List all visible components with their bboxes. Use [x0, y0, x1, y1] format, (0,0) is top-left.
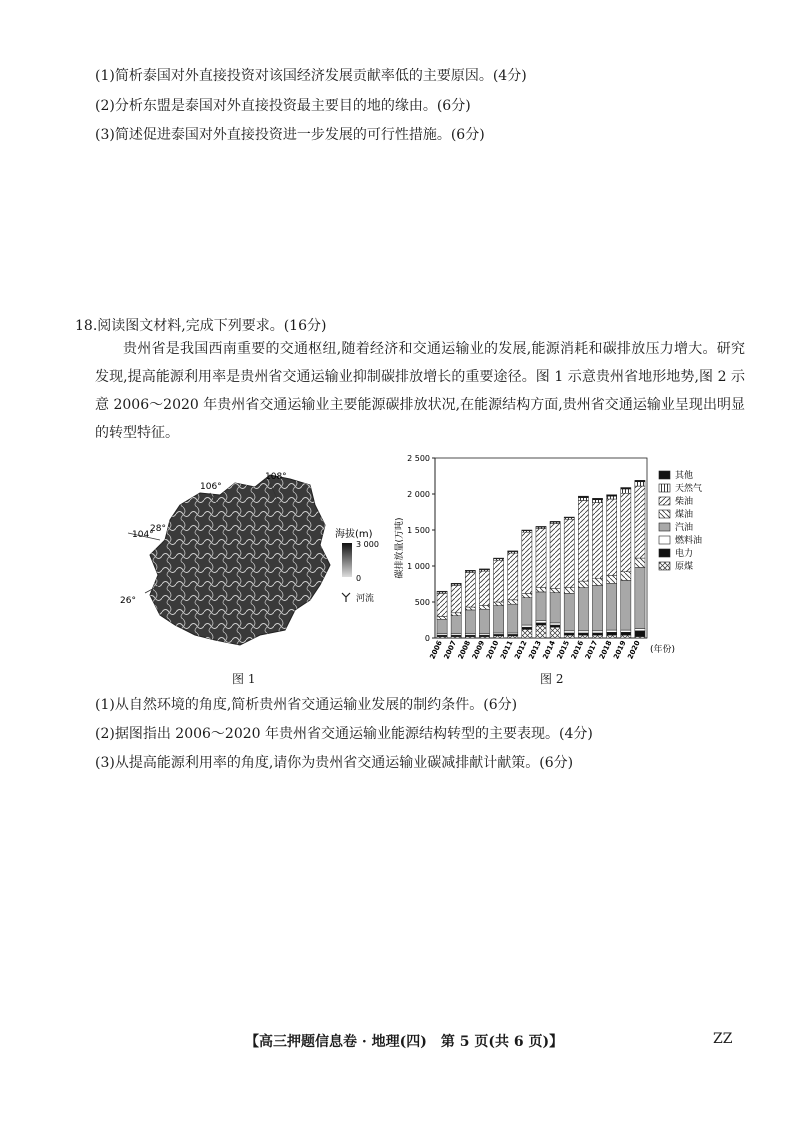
bar-segment [451, 613, 461, 616]
lat-28-label: 28° [150, 524, 166, 534]
legend-label: 天然气 [675, 484, 703, 494]
bar-segment [564, 631, 574, 633]
legend-label: 其他 [675, 471, 694, 481]
bar-segment [437, 619, 447, 633]
bar-segment [592, 503, 602, 579]
bar-segment [607, 575, 617, 583]
q18-paragraph: 贵州省是我国西南重要的交通枢纽,随着经济和交通运输业的发展,能源消耗和碳排放压力增大。研究发现,提高能源利用率是贵州省交通运输业抑制碳排放增长的重要途径。图 1 示意贵州省地形地势,图 2 示意 2006～2020 年贵州省交通运输业主要能源碳排放状况,在能源结构方面,贵州省交通运输业呈现出明显的转型特征。 [95, 341, 745, 441]
bar-segment [451, 583, 461, 584]
bar-segment [635, 629, 645, 631]
x-tick-label: 2014 [541, 639, 557, 661]
bar-segment [550, 521, 560, 522]
bar-segment [550, 524, 560, 589]
bar-segment [536, 526, 546, 527]
x-tick-label: 2009 [470, 639, 487, 661]
lon-106-label: 106° [200, 482, 222, 492]
bar-segment [437, 616, 447, 619]
elevation-max-label: 3 000 [356, 540, 379, 549]
bar-segment [621, 488, 631, 489]
q18-sub1: (1)从自然环境的角度,简析贵州省交通运输业发展的制约条件。(6分) [95, 697, 518, 713]
elevation-scale [342, 543, 352, 577]
bar-segment [550, 593, 560, 623]
bar-segment [578, 635, 588, 638]
bar-segment [465, 607, 475, 610]
bar-segment [465, 570, 475, 571]
y-tick-label: 2 000 [407, 490, 430, 499]
bar-segment [592, 498, 602, 499]
legend-swatch [659, 523, 670, 531]
x-tick-label: 2011 [499, 639, 515, 661]
y-tick-label: 2 500 [407, 454, 430, 463]
x-tick-label: 2013 [527, 639, 543, 661]
elevation-min-label: 0 [356, 574, 362, 583]
bar-segment [621, 632, 631, 635]
bar-segment [536, 623, 546, 625]
bar-segment [578, 633, 588, 635]
legend-swatch [659, 510, 670, 518]
bar-segment [564, 519, 574, 587]
bar-segment [621, 493, 631, 571]
legend-label: 电力 [675, 549, 694, 559]
bar-segment [635, 482, 645, 486]
x-tick-label: 2006 [428, 639, 444, 661]
bar-segment [536, 529, 546, 588]
bar-segment [564, 633, 574, 635]
bar-segment [522, 629, 532, 638]
bar-segment [564, 588, 574, 594]
bar-segment [564, 517, 574, 518]
bar-segment [550, 627, 560, 638]
bar-segment [592, 635, 602, 638]
bar-segment [578, 496, 588, 497]
x-tick-label: 2008 [456, 639, 473, 661]
page-footer: 【高三押题信息卷 · 地理(四) 第 5 页(共 6 页)】 [245, 1034, 564, 1050]
bar-segment [621, 580, 631, 630]
legend-label: 原煤 [675, 562, 694, 572]
q18-sub3: (3)从提高能源利用率的角度,请你为贵州省交通运输业碳减排献计献策。(6分) [95, 755, 574, 771]
bar-segment [479, 569, 489, 570]
bar-segment [550, 625, 560, 627]
bar-segment [522, 530, 532, 531]
bar-segment [536, 625, 546, 638]
legend-swatch [659, 484, 670, 492]
q17-sub3: (3)简述促进泰国对外直接投资进一步发展的可行性措施。(6分) [95, 127, 485, 143]
x-tick-label: 2007 [442, 639, 459, 661]
q17-sub2: (2)分析东盟是泰国对外直接投资最主要目的地的缘由。(6分) [95, 98, 471, 114]
q18-sub2: (2)据图指出 2006～2020 年贵州省交通运输业能源结构转型的主要表现。(4分) [95, 726, 593, 742]
bar-segment [522, 625, 532, 627]
x-tick-label: 2015 [555, 639, 572, 661]
bar-segment [550, 588, 560, 592]
legend-label: 汽油 [675, 523, 694, 533]
bar-segment [607, 495, 617, 496]
bar-segment [592, 585, 602, 630]
x-tick-label: 2017 [583, 639, 600, 661]
bar-segment [592, 578, 602, 585]
bar-segment [479, 606, 489, 610]
bar-segment [522, 598, 532, 625]
x-tick-label: 2019 [612, 639, 628, 661]
fig2-stacked-bar-chart [390, 448, 740, 670]
bar-segment [578, 588, 588, 631]
bar-segment [494, 560, 504, 602]
bar-segment [607, 632, 617, 635]
x-tick-label: 2018 [597, 639, 614, 661]
bar-segment [607, 496, 617, 499]
fig2-caption: 图 2 [540, 672, 564, 686]
legend-label: 柴油 [675, 497, 694, 507]
y-axis-label: 碳排放量(万吨) [395, 517, 405, 579]
bar-segment [479, 571, 489, 606]
legend-label: 煤油 [675, 510, 694, 520]
bar-segment [508, 636, 518, 638]
bar-segment [451, 585, 461, 612]
river-legend-icon [342, 593, 350, 602]
q18-heading: 18.阅读图文材料,完成下列要求。(16分) [75, 318, 327, 334]
bar-segment [635, 486, 645, 558]
bar-segment [536, 588, 546, 592]
bar-segment [578, 500, 588, 581]
bar-segment [479, 609, 489, 633]
lat-26-label: 26° [120, 596, 136, 606]
y-tick-label: 500 [414, 598, 430, 607]
bar-segment [494, 602, 504, 606]
bar-segment [578, 581, 588, 587]
bar-segment [635, 480, 645, 481]
fig1-terrain-map [120, 465, 390, 665]
bar-segment [494, 558, 504, 559]
bar-segment [621, 635, 631, 638]
bar-segment [635, 567, 645, 628]
bar-segment [437, 591, 447, 592]
x-tick-label: 2012 [513, 639, 529, 661]
bar-segment [550, 623, 560, 625]
bar-segment [494, 606, 504, 633]
bar-segment [635, 631, 645, 637]
bar-segment [494, 636, 504, 638]
x-tick-label: 2020 [626, 639, 642, 661]
legend-swatch [659, 471, 670, 479]
paper-code: ZZ [713, 1031, 733, 1047]
bar-segment [578, 631, 588, 633]
legend-swatch [659, 536, 670, 544]
bar-segment [607, 635, 617, 638]
y-tick-label: 1 000 [407, 562, 430, 571]
bar-segment [536, 592, 546, 621]
bar-segment [621, 630, 631, 632]
q17-sub1: (1)简析泰国对外直接投资对该国经济发展贡献率低的主要原因。(4分) [95, 68, 527, 84]
bar-segment [522, 532, 532, 593]
legend-label: 燃料油 [675, 536, 703, 546]
lon-108-label: 108° [265, 472, 287, 482]
bar-segment [508, 604, 518, 633]
legend-swatch [659, 549, 670, 557]
bar-segment [437, 593, 447, 616]
y-tick-label: 0 [424, 634, 430, 643]
bar-segment [564, 635, 574, 638]
bar-segment [621, 489, 631, 493]
bar-segment [522, 593, 532, 597]
bar-segment [592, 633, 602, 635]
x-tick-label: 2016 [569, 639, 586, 661]
bar-segment [451, 616, 461, 634]
bar-segment [465, 610, 475, 634]
bar-segment [607, 499, 617, 575]
bar-segment [592, 500, 602, 503]
bar-segment [578, 498, 588, 501]
bar-segment [564, 593, 574, 630]
legend-swatch [659, 562, 670, 570]
bar-segment [635, 558, 645, 567]
bar-segment [465, 572, 475, 607]
fig1-caption: 图 1 [232, 672, 256, 686]
bar-segment [508, 600, 518, 604]
river-legend-label: 河流 [356, 594, 375, 604]
legend-swatch [659, 497, 670, 505]
bar-segment [508, 551, 518, 552]
x-axis-label: (年份) [650, 645, 676, 655]
y-tick-label: 1 500 [407, 526, 430, 535]
bar-segment [607, 583, 617, 630]
x-tick-label: 2010 [484, 639, 501, 661]
bar-segment [508, 553, 518, 600]
bar-segment [607, 630, 617, 632]
lon-104-label: 104° [132, 530, 154, 540]
bar-segment [536, 621, 546, 623]
bar-segment [592, 631, 602, 633]
elevation-legend-title: 海拔(m) [335, 529, 373, 540]
bar-segment [522, 627, 532, 629]
bar-segment [621, 572, 631, 581]
